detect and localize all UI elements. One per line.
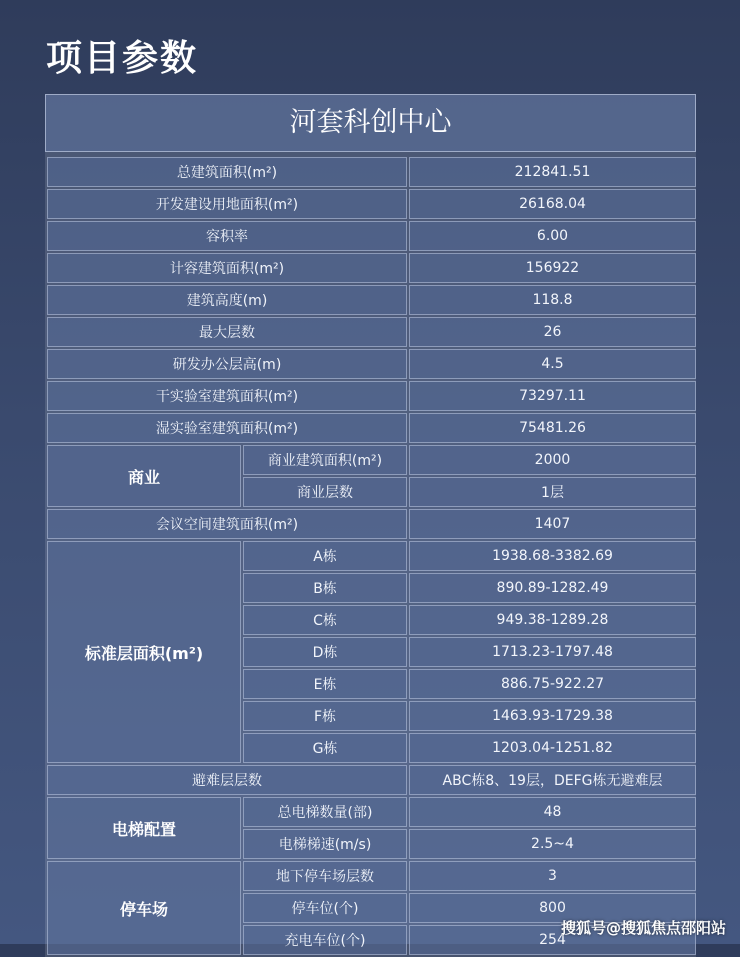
page-title: 项目参数 bbox=[46, 38, 199, 79]
table-row bbox=[47, 285, 696, 315]
table-row bbox=[47, 157, 696, 187]
row-label: 干实验室建筑面积(m²) bbox=[47, 381, 407, 411]
row-value: 6.00 bbox=[409, 221, 696, 251]
row-label: A栋 bbox=[243, 541, 407, 571]
row-label: F栋 bbox=[243, 701, 407, 731]
table-row bbox=[47, 253, 696, 283]
row-label: 商业建筑面积(m²) bbox=[243, 445, 407, 475]
row-label: 电梯梯速(m/s) bbox=[243, 829, 407, 859]
row-value: 2000 bbox=[409, 445, 696, 475]
row-value: 212841.51 bbox=[409, 157, 696, 187]
table-row bbox=[47, 541, 696, 571]
row-value: ABC栋8、19层，DEFG栋无避难层 bbox=[409, 765, 696, 795]
table-row bbox=[47, 189, 696, 219]
row-value: 3 bbox=[409, 861, 696, 891]
row-label: D栋 bbox=[243, 637, 407, 667]
row-value: 1407 bbox=[409, 509, 696, 539]
row-value: 156922 bbox=[409, 253, 696, 283]
row-value: 1713.23-1797.48 bbox=[409, 637, 696, 667]
row-label: 开发建设用地面积(m²) bbox=[47, 189, 407, 219]
row-label: 总建筑面积(m²) bbox=[47, 157, 407, 187]
row-value: 73297.11 bbox=[409, 381, 696, 411]
row-value: 118.8 bbox=[409, 285, 696, 315]
row-value: 75481.26 bbox=[409, 413, 696, 443]
row-value: 1203.04-1251.82 bbox=[409, 733, 696, 763]
row-label: 商业层数 bbox=[243, 477, 407, 507]
elevator-group-label: 电梯配置 bbox=[47, 797, 241, 859]
project-parameters-table bbox=[45, 94, 696, 957]
table-row bbox=[47, 509, 696, 539]
row-label: 湿实验室建筑面积(m²) bbox=[47, 413, 407, 443]
row-value: 949.38-1289.28 bbox=[409, 605, 696, 635]
row-label: B栋 bbox=[243, 573, 407, 603]
table-row bbox=[47, 413, 696, 443]
table-row bbox=[47, 797, 696, 827]
row-label: 建筑高度(m) bbox=[47, 285, 407, 315]
table-row bbox=[47, 317, 696, 347]
row-value: 2.5~4 bbox=[409, 829, 696, 859]
row-label: E栋 bbox=[243, 669, 407, 699]
watermark: 搜狐号@搜狐焦点邵阳站 bbox=[560, 919, 726, 937]
table-row bbox=[47, 765, 696, 795]
table-row bbox=[47, 221, 696, 251]
row-label: 避难层层数 bbox=[47, 765, 407, 795]
row-value: 254 bbox=[409, 925, 696, 955]
row-value: 26 bbox=[409, 317, 696, 347]
row-value: 4.5 bbox=[409, 349, 696, 379]
row-label: 地下停车场层数 bbox=[243, 861, 407, 891]
row-label: 充电车位(个) bbox=[243, 925, 407, 955]
row-value: 800 bbox=[409, 893, 696, 923]
row-label: 研发办公层高(m) bbox=[47, 349, 407, 379]
row-label: 最大层数 bbox=[47, 317, 407, 347]
row-label: 总电梯数量(部) bbox=[243, 797, 407, 827]
parking-group-label: 停车场 bbox=[47, 861, 241, 955]
table-row bbox=[47, 349, 696, 379]
table-row bbox=[47, 381, 696, 411]
row-value: 1层 bbox=[409, 477, 696, 507]
row-value: 1463.93-1729.38 bbox=[409, 701, 696, 731]
table-row bbox=[47, 445, 696, 475]
row-label: 会议空间建筑面积(m²) bbox=[47, 509, 407, 539]
row-value: 890.89-1282.49 bbox=[409, 573, 696, 603]
row-value: 48 bbox=[409, 797, 696, 827]
row-value: 886.75-922.27 bbox=[409, 669, 696, 699]
row-value: 1938.68-3382.69 bbox=[409, 541, 696, 571]
row-label: 容积率 bbox=[47, 221, 407, 251]
row-label: 计容建筑面积(m²) bbox=[47, 253, 407, 283]
row-value: 26168.04 bbox=[409, 189, 696, 219]
table-row bbox=[47, 861, 696, 891]
standard-floor-group-label: 标准层面积(m²) bbox=[47, 541, 241, 763]
row-label: G栋 bbox=[243, 733, 407, 763]
table-title: 河套科创中心 bbox=[45, 94, 696, 152]
commerce-group-label: 商业 bbox=[47, 445, 241, 507]
row-label: 停车位(个) bbox=[243, 893, 407, 923]
row-label: C栋 bbox=[243, 605, 407, 635]
